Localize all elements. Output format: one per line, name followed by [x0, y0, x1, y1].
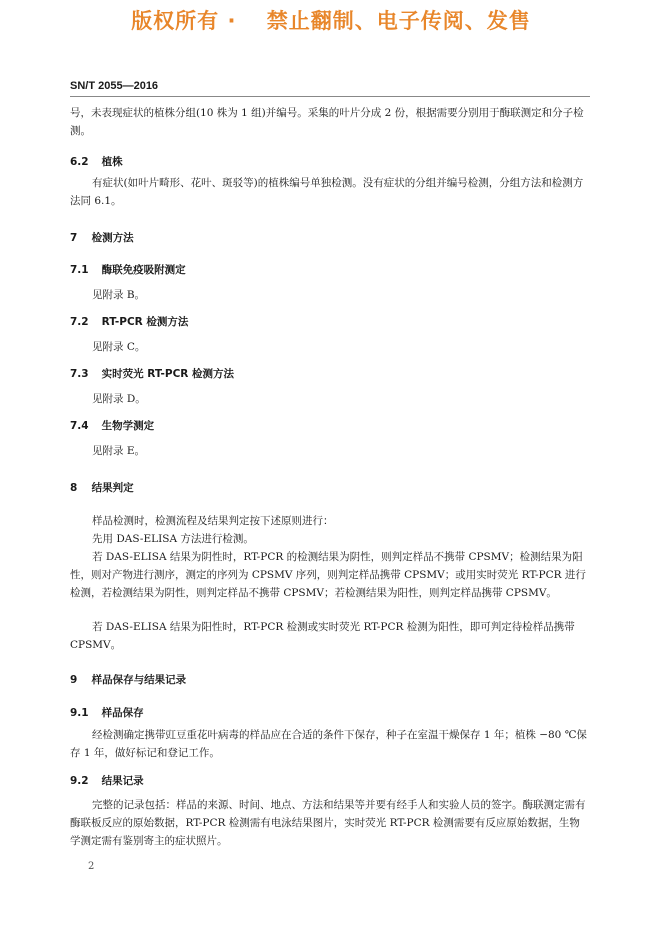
- section-title: 样品保存: [101, 707, 144, 719]
- section-title: 实时荧光 RT-PCR 检测方法: [101, 368, 235, 380]
- section-number: 7: [70, 232, 78, 244]
- copyright-watermark: 版权所有 · 禁止翻制、电子传阅、发售: [131, 9, 531, 33]
- page-number: 2: [88, 861, 95, 872]
- reference-7-1: 见附录 B。: [92, 289, 146, 301]
- reference-7-2: 见附录 C。: [92, 341, 146, 353]
- heading-7: [70, 230, 134, 245]
- header-rule: [70, 96, 590, 97]
- section-title: 结果判定: [91, 482, 134, 494]
- heading-9-2: [70, 773, 144, 788]
- paragraph-8-positive: 若 DAS-ELISA 结果为阳性时，RT-PCR 检测或实时荧光 RT-PCR 检测为阳性，即可判定待检样品携带 CPSMV。: [70, 621, 575, 651]
- section-title: 样品保存与结果记录: [91, 674, 187, 686]
- section-number: 8: [70, 482, 78, 494]
- paragraph-8-intro: 样品检测时，检测流程及结果判定按下述原则进行：: [92, 515, 334, 527]
- section-number: 9.1: [70, 707, 89, 719]
- heading-8: [70, 480, 134, 495]
- reference-7-4: 见附录 E。: [92, 445, 146, 457]
- heading-7-1: [70, 262, 186, 277]
- paragraph-9-2: 完整的记录包括：样品的来源、时间、地点、方法和结果等并要有经手人和实验人员的签字。酶联测定需有酶联板反应的原始数据，RT-PCR 检测需有电泳结果图片，实时荧光 RT-PCR 检测需要有反应原始数据，生物学测定需有鉴别寄主的症状照片。: [70, 799, 586, 847]
- section-title: 结果记录: [101, 775, 144, 787]
- reference-7-3: 见附录 D。: [92, 393, 146, 405]
- section-number: 6.2: [70, 156, 89, 168]
- section-number: 7.1: [70, 264, 89, 276]
- section-number: 7.2: [70, 316, 89, 328]
- heading-7-2: [70, 314, 188, 329]
- section-title: 生物学测定: [101, 420, 155, 432]
- section-number: 9.2: [70, 775, 89, 787]
- paragraph-8-negative: 若 DAS-ELISA 结果为阴性时，RT-PCR 的检测结果为阴性，则判定样品不携带 CPSMV；检测结果为阳性，则对产物进行测序，测定的序列为 CPSMV 序列，则判定样品携带 CPSMV；或用实时荧光 RT-PCR 进行检测，若检测结果为阴性，则判定样品不携带 CPSMV；若检测结果为阳性，则判定样品携带 CPSMV。: [70, 551, 586, 599]
- document-code: SN/T 2055—2016: [70, 80, 159, 92]
- section-title: 酶联免疫吸附测定: [101, 264, 186, 276]
- heading-7-4: [70, 418, 154, 433]
- heading-7-3: [70, 366, 234, 381]
- heading-9: [70, 672, 186, 687]
- section-number: 9: [70, 674, 78, 686]
- paragraph-9-1: 经检测确定携带豇豆重花叶病毒的样品应在合适的条件下保存，种子在室温干燥保存 1 年；植株 −80 ℃保存 1 年，做好标记和登记工作。: [70, 729, 587, 759]
- paragraph-6-2: 有症状(如叶片畸形、花叶、斑驳等)的植株编号单独检测。没有症状的分组并编号检测，分组方法和检测方法同 6.1。: [70, 177, 584, 207]
- paragraph-8-elisa-first: 先用 DAS-ELISA 方法进行检测。: [92, 533, 254, 545]
- section-title: RT-PCR 检测方法: [101, 316, 189, 328]
- section-number: 7.3: [70, 368, 89, 380]
- section-title: 检测方法: [91, 232, 134, 244]
- section-title: 植株: [101, 156, 123, 168]
- paragraph-intro: 号，未表现症状的植株分组(10 株为 1 组)并编号。采集的叶片分成 2 份，根据需要分别用于酶联测定和分子检测。: [70, 107, 584, 137]
- section-number: 7.4: [70, 420, 89, 432]
- heading-6-2: [70, 154, 123, 169]
- heading-9-1: [70, 705, 144, 720]
